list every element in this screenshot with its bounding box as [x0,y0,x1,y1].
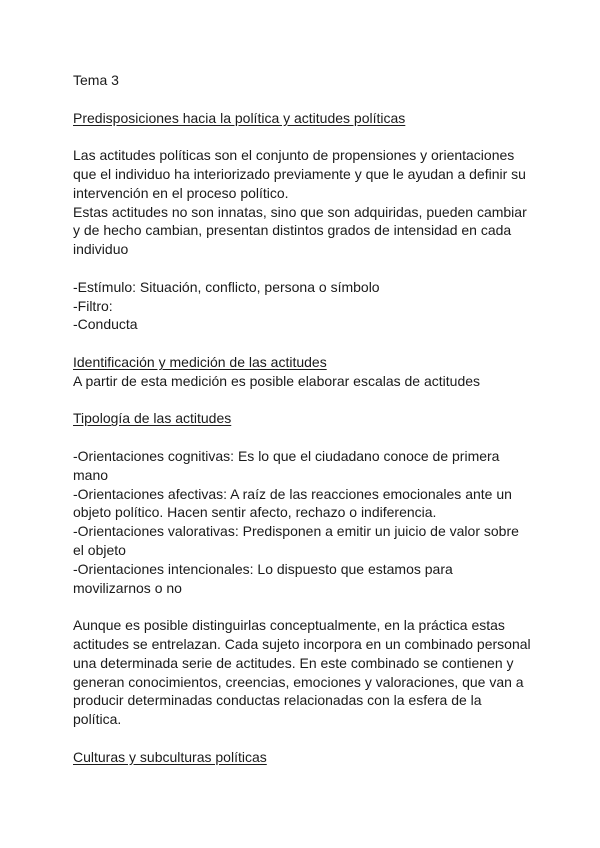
section-heading-identificacion: Identificación y medición de las actitudes [73,353,327,370]
paragraph-adquiridas: Estas actitudes no son innatas, sino que son adquiridas, pueden cambiar y de hecho cambian, presentan distintos grados de intensidad en cada individuo [73,203,527,258]
spacer [73,597,533,616]
list-item-afectivas: -Orientaciones afectivas: A raíz de las reacciones emocionales ante un objeto político. Hacen sentir afecto, rechazo o indiferencia. [73,485,512,521]
spacer [73,428,533,447]
topic-title: Tema 3 [73,72,119,88]
spacer [73,391,533,410]
paragraph-medicion: A partir de esta medición es posible elaborar escalas de actitudes [73,372,481,389]
list-item-conducta: -Conducta [73,316,138,333]
list-item-filtro: -Filtro: [73,297,113,314]
section-heading-culturas: Culturas y subculturas políticas [73,748,267,765]
spacer [73,334,533,353]
paragraph-entrelazan: Aunque es posible distinguirlas conceptualmente, en la práctica estas actitudes se entrelazan. Cada sujeto incorpora en un combinado personal una determinada serie de actitudes. En este combinado se contienen y generan conocimientos, creencias, emociones y valoraciones, que van a producir determinadas conductas relacionadas con la esfera de la política. [73,617,531,728]
spacer [73,127,533,146]
list-item-estimulo: -Estímulo: Situación, conflicto, persona o símbolo [73,278,380,295]
document-page [73,71,533,766]
list-item-cognitivas: -Orientaciones cognitivas: Es lo que el ciudadano conoce de primera mano [73,447,500,483]
paragraph-definicion: Las actitudes políticas son el conjunto de propensiones y orientaciones que el individuo ha interiorizado previamente y que le ayudan a definir su intervención en el proceso político. [73,147,526,201]
section-heading-predisposiciones: Predisposiciones hacia la política y actitudes políticas [73,109,406,126]
spacer [73,259,533,278]
spacer [73,90,533,109]
list-item-valorativas: -Orientaciones valorativas: Predisponen a emitir un juicio de valor sobre el objeto [73,523,519,558]
list-item-intencionales: -Orientaciones intencionales: Lo dispuesto que estamos para movilizarnos o no [73,560,453,596]
spacer [73,729,533,748]
section-heading-tipologia: Tipología de las actitudes [73,410,232,427]
